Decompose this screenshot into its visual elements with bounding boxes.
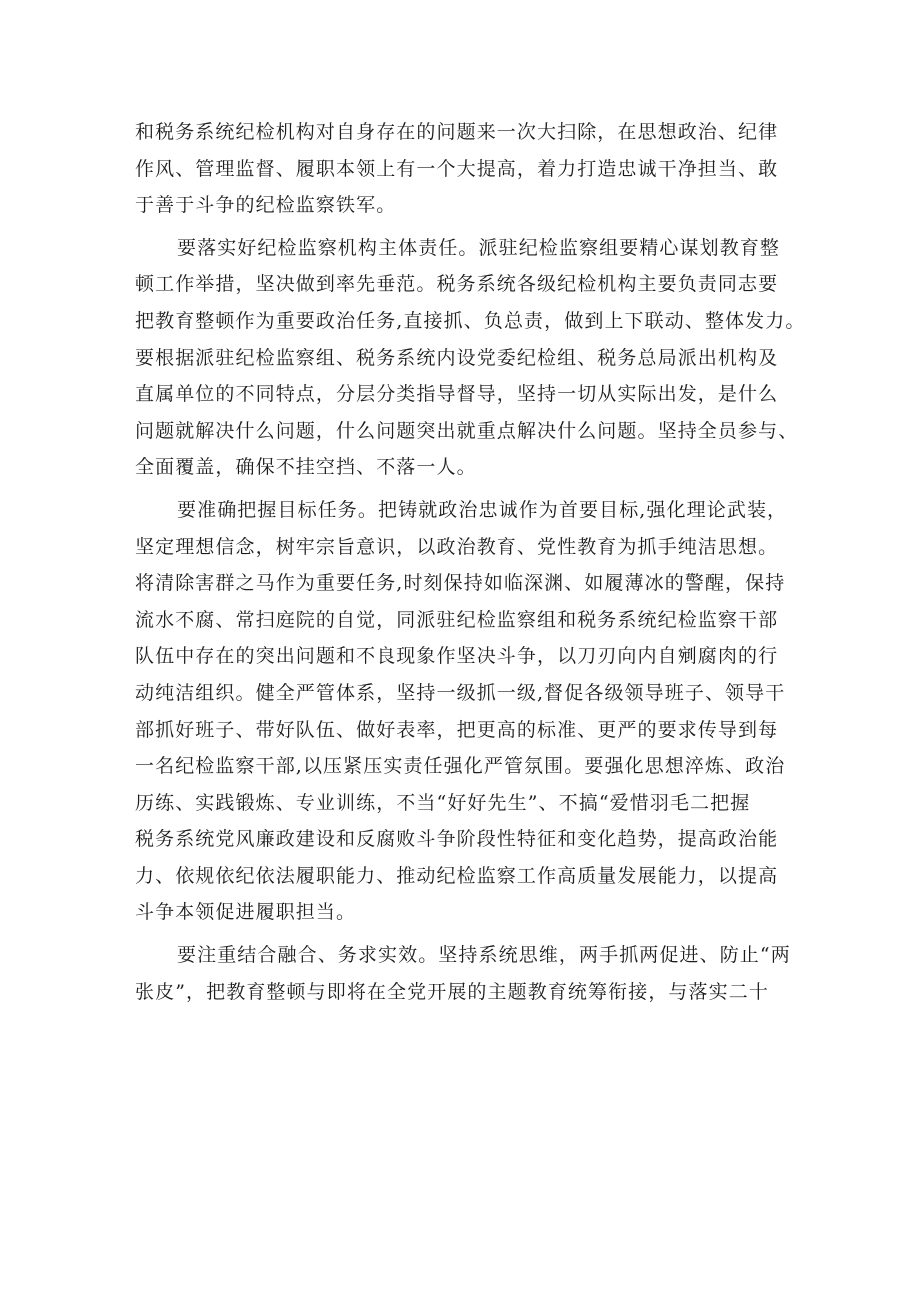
- text-line: 历练、实践锻炼、专业训练，不当“好好先生”、不搞“爱惜羽毛二把握: [135, 791, 751, 814]
- paragraph: [135, 114, 795, 224]
- text-line: 问题就解决什么问题，什么问题突出就重点解决什么问题。坚持全员参与、: [135, 419, 799, 442]
- text-line: 要根据派驻纪检监察组、税务系统内设党委纪检组、税务总局派出机构及: [135, 346, 779, 369]
- text-line: 直属单位的不同特点，分层分类指导督导，坚持一切从实际出发，是什么: [135, 383, 779, 406]
- text-line: 作风、管理监督、履职本领上有一个大提高，着力打造忠诚干净担当、敢: [135, 157, 779, 180]
- text-line: 流水不腐、常扫庭院的自觉，同派驻纪检监察组和税务系统纪检监察干部: [135, 608, 779, 631]
- text-line: 要准确把握目标任务。把铸就政治忠诚作为首要目标,强化理论武装，: [177, 498, 788, 521]
- text-line: 一名纪检监察干部,以压紧压实责任强化严管氛围。要强化思想淬炼、政治: [135, 755, 786, 778]
- paragraph: [135, 230, 806, 486]
- text-line: 部抓好班子、带好队伍、做好表率，把更高的标准、更严的要求传导到每: [135, 718, 779, 741]
- text-line: 将清除害群之马作为重要任务,时刻保持如临深渊、如履薄冰的警醒，保持: [135, 572, 786, 595]
- text-line: 于善于斗争的纪检监察铁军。: [135, 194, 397, 217]
- text-line: 坚定理想信念，树牢宗旨意识，以政治教育、党性教育为抓手纯洁思想。: [135, 535, 779, 558]
- document-body: [135, 114, 806, 1010]
- paragraph: [135, 937, 795, 1010]
- text-line: 税务系统党风廉政建设和反腐败斗争阶段性特征和变化趋势，提高政治能: [135, 828, 779, 851]
- text-line: 和税务系统纪检机构对自身存在的问题来一次大扫除，在思想政治、纪律: [135, 121, 779, 143]
- text-line: 把教育整顿作为重要政治任务,直接抓、负总责，做到上下联动、整体发力。: [135, 309, 806, 332]
- text-line: 动纯洁组织。健全严管体系，坚持一级抓一级,督促各级领导班子、领导干: [135, 681, 786, 704]
- text-line: 队伍中存在的突出问题和不良现象作坚决斗争，以刀刃向内自剜腐肉的行: [135, 645, 779, 668]
- text-line: 顿工作举措，坚决做到率先垂范。税务系统各级纪检机构主要负责同志要: [135, 273, 779, 296]
- text-line: 要注重结合融合、务求实效。坚持系统思维，两手抓两促进、防止“两: [177, 944, 791, 967]
- text-line: 力、依规依纪依法履职能力、推动纪检监察工作高质量发展能力，以提高: [135, 864, 779, 887]
- text-line: 斗争本领促进履职担当。: [135, 901, 357, 924]
- paragraph: [135, 492, 795, 931]
- text-line: 全面覆盖，确保不挂空挡、不落一人。: [135, 456, 477, 479]
- text-line: 张皮”，把教育整顿与即将在全党开展的主题教育统筹衔接，与落实二十: [135, 980, 769, 1003]
- text-line: 要落实好纪检监察机构主体责任。派驻纪检监察组要精心谋划教育整: [177, 236, 781, 259]
